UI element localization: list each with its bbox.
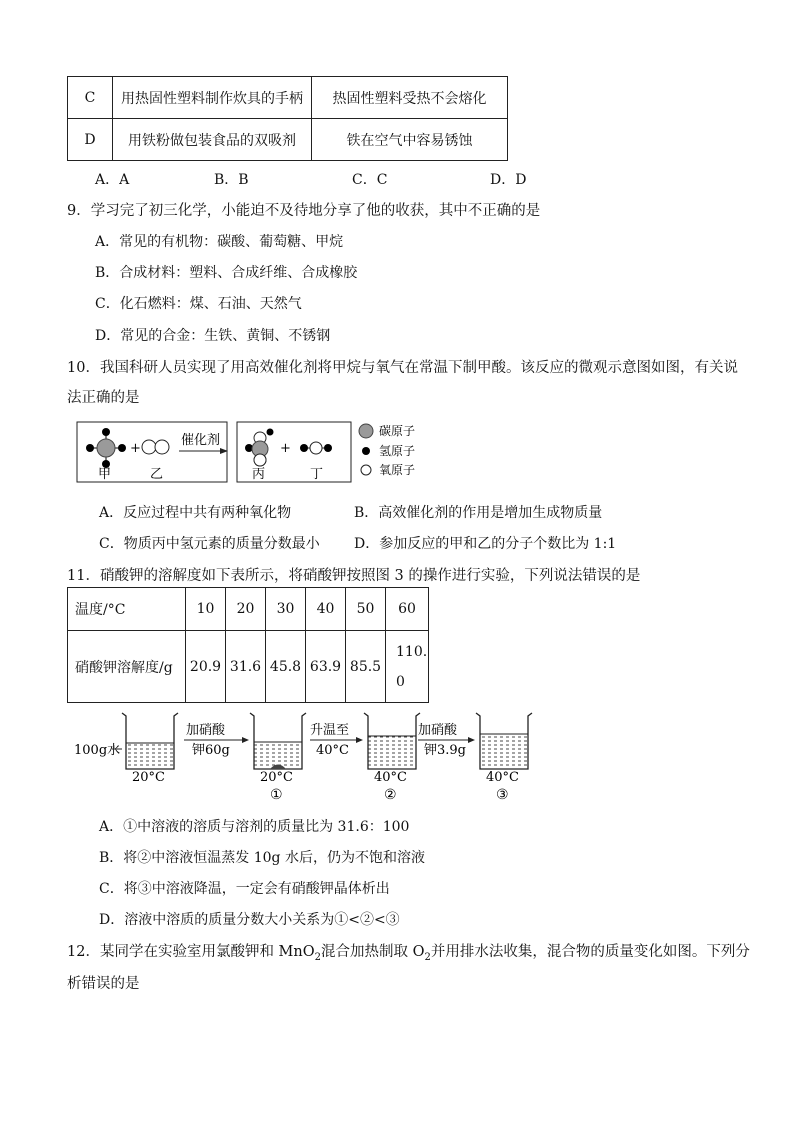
beaker-0: [122, 713, 178, 769]
hydrogen-legend-icon: [362, 447, 370, 455]
beaker-3-temp: 40°C: [486, 770, 519, 785]
q8-option-b: B．B: [214, 172, 249, 188]
beaker-2-temp: 40°C: [374, 770, 407, 785]
solubility-table: [67, 587, 429, 703]
temp-20: 20: [226, 588, 266, 631]
step1-line2: 钾60g: [192, 743, 230, 758]
q11-stem: 11．硝酸钾的溶解度如下表所示，将硝酸钾按照图 3 的操作进行实验，下列说法错误的是: [67, 568, 641, 584]
q10-option-a: A．反应过程中共有两种氧化物: [99, 505, 292, 521]
q11-option-b: B．将②中溶液恒温蒸发 10g 水后，仍为不饱和溶液: [99, 850, 425, 866]
beaker-3: [476, 713, 532, 769]
legend-carbon: 碳原子: [379, 424, 416, 438]
q12-stem-line2: 析错误的是: [67, 976, 140, 992]
legend-oxygen: 氧原子: [379, 463, 416, 477]
label-yi: 乙: [150, 467, 164, 482]
step2-line2: 40°C: [316, 743, 349, 758]
step2-line1: 升温至: [310, 723, 350, 738]
beaker-diagram: [74, 708, 534, 804]
q10-option-b: B．高效催化剂的作用是增加生成物质量: [354, 505, 603, 521]
beaker-0-temp: 20°C: [132, 770, 165, 785]
solubility-50: 85.5: [346, 631, 386, 703]
q10-option-d: D．参加反应的甲和乙的分子个数比为 1:1: [354, 536, 617, 552]
q8-option-a: A．A: [95, 172, 130, 188]
oxygen-molecule: [142, 440, 169, 454]
solubility-60: 110. 0: [386, 631, 429, 703]
catalyst-label: 催化剂: [181, 433, 221, 448]
step3-line2: 钾3.9g: [424, 743, 466, 758]
temp-50: 50: [346, 588, 386, 631]
solubility-20: 31.6: [226, 631, 266, 703]
temp-60: 60: [386, 588, 429, 631]
legend-hydrogen: 氢原子: [379, 444, 416, 458]
answer-table: [67, 76, 508, 161]
plus-sign-right: +: [280, 441, 291, 456]
step3-line1: 加硝酸: [418, 723, 458, 738]
q10-option-c: C．物质丙中氢元素的质量分数最小: [99, 536, 320, 552]
label-ding: 丁: [310, 467, 324, 482]
temp-30: 30: [266, 588, 306, 631]
label-jia: 甲: [98, 467, 112, 482]
reaction-diagram: [76, 418, 436, 488]
q9-option-b: B．合成材料：塑料、合成纤维、合成橡胶: [95, 265, 358, 281]
temp-header: 温度/°C: [68, 588, 186, 631]
temp-10: 10: [186, 588, 226, 631]
methane-molecule: [86, 428, 126, 468]
mark-3: ③: [496, 787, 509, 803]
temp-40: 40: [306, 588, 346, 631]
beaker-1: [250, 713, 306, 769]
q9-option-d: D．常见的合金：生铁、黄铜、不锈钢: [95, 328, 331, 344]
solubility-40: 63.9: [306, 631, 346, 703]
solubility-30: 45.8: [266, 631, 306, 703]
row-d-letter: D: [68, 119, 113, 161]
q8-option-d: D．D: [490, 172, 527, 188]
label-bing: 丙: [252, 467, 266, 482]
formic-acid-molecule: [245, 429, 274, 467]
q10-stem-line1: 10．我国科研人员实现了用高效催化剂将甲烷与氧气在常温下制甲酸。该反应的微观示意图如图，有关说: [67, 360, 738, 376]
q11-option-a: A．①中溶液的溶质与溶剂的质量比为 31.6：100: [99, 819, 410, 835]
solubility-10: 20.9: [186, 631, 226, 703]
q11-option-d: D．溶液中溶质的质量分数大小关系为①<②<③: [99, 912, 400, 928]
q9-stem: 9．学习完了初三化学，小能迫不及待地分享了他的收获，其中不正确的是: [67, 203, 541, 219]
q11-option-c: C．将③中溶液降温，一定会有硝酸钾晶体析出: [99, 881, 390, 897]
q12-stem-line1: 12．某同学在实验室用氯酸钾和 MnO$_2$混合加热制取 $O_2$并用排水法收集，混合物的质量变化如图。下列分: [67, 944, 750, 963]
q10-stem-line2: 法正确的是: [67, 390, 140, 406]
row-c-letter: C: [68, 77, 113, 119]
row-c-reason: 热固性塑料受热不会熔化: [312, 77, 508, 119]
water-molecule: [300, 442, 332, 454]
row-d-use: 用铁粉做包装食品的双吸剂: [113, 119, 312, 161]
q9-option-a: A．常见的有机物：碳酸、葡萄糖、甲烷: [95, 234, 344, 250]
start-water: 100g水: [74, 743, 121, 758]
carbon-legend-icon: [359, 424, 373, 438]
plus-sign-left: +: [130, 441, 141, 456]
q8-option-c: C．C: [352, 172, 388, 188]
mark-1: ①: [270, 787, 283, 803]
oxygen-legend-icon: [361, 465, 371, 475]
beaker-1-temp: 20°C: [260, 770, 293, 785]
row-d-reason: 铁在空气中容易锈蚀: [312, 119, 508, 161]
beaker-2: [364, 713, 420, 769]
solubility-row-label: 硝酸钾溶解度/g: [68, 631, 186, 703]
row-c-use: 用热固性塑料制作炊具的手柄: [113, 77, 312, 119]
step1-line1: 加硝酸: [186, 723, 226, 738]
q9-option-c: C．化石燃料：煤、石油、天然气: [95, 296, 302, 312]
mark-2: ②: [384, 787, 397, 803]
